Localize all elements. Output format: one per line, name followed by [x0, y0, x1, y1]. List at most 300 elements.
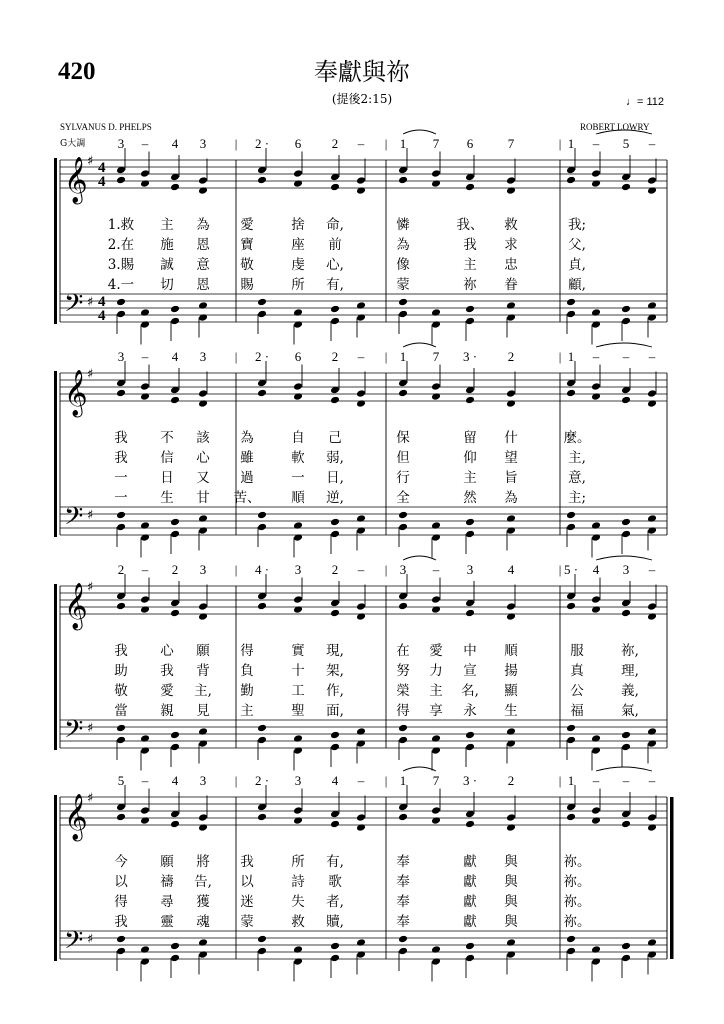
treble-notehead	[116, 176, 126, 185]
lyric-syllable: 該	[196, 430, 210, 446]
bass-notehead	[170, 954, 180, 963]
lyric-syllable: 主,	[194, 683, 212, 699]
treble-notehead	[257, 602, 267, 611]
lyric-syllable: 祢	[463, 277, 477, 293]
bass-notehead	[465, 530, 475, 539]
treble-notehead	[198, 823, 208, 832]
lyric-syllable: 我	[463, 237, 477, 253]
lyric-syllable: 有,	[326, 277, 344, 293]
lyric-syllable: 恩	[196, 277, 210, 293]
lyric-syllable: 貞,	[568, 257, 586, 273]
bass-notehead	[398, 310, 408, 319]
bass-notehead	[647, 301, 657, 310]
treble-notehead	[330, 396, 340, 405]
bass-notehead	[465, 743, 475, 752]
time-signature-digit: 4	[98, 294, 106, 310]
bass-notehead	[398, 736, 408, 745]
bass-notehead	[257, 523, 267, 532]
slur	[596, 556, 652, 560]
sharp-icon: ♯	[87, 295, 94, 310]
treble-notehead	[356, 602, 366, 611]
numbered-bar-line: |	[384, 349, 388, 364]
numbered-bar-line: |	[234, 773, 238, 788]
lyric-syllable: 所	[291, 277, 305, 293]
lyric-syllable: 保	[396, 430, 410, 446]
treble-notehead	[257, 176, 267, 185]
lyric-syllable: 與	[504, 914, 518, 930]
lyric-syllable: 但	[396, 450, 410, 466]
bass-notehead	[257, 935, 267, 944]
numbered-note: 6	[466, 136, 474, 151]
treble-notehead	[140, 179, 150, 188]
tempo-marking: ♩= 112	[626, 96, 665, 108]
lyric-syllable: 虔	[291, 257, 305, 273]
lyric-syllable: 日	[160, 470, 174, 486]
lyric-syllable: 順	[291, 490, 305, 506]
lyric-syllable: 雖	[240, 450, 254, 466]
bass-notehead	[198, 739, 208, 748]
bass-notehead	[116, 310, 126, 319]
lyric-syllable: 像	[396, 257, 410, 273]
treble-notehead	[293, 382, 303, 391]
lyric-syllable: 者,	[326, 894, 344, 910]
numbered-note: 2	[507, 773, 515, 788]
numbered-note: 3	[117, 136, 125, 151]
lyric-syllable: 我;	[567, 217, 587, 233]
treble-notehead	[198, 186, 208, 195]
treble-notehead	[293, 595, 303, 604]
lyric-syllable: 愛	[160, 683, 174, 699]
numbered-bar-line: |	[384, 773, 388, 788]
lyric-syllable: 祢。	[563, 894, 591, 910]
bass-notehead	[465, 305, 475, 314]
bass-notehead	[293, 734, 303, 743]
scripture-reference: (提後2:15)	[331, 92, 393, 106]
time-signature-digit: 4	[98, 174, 106, 190]
treble-notehead	[356, 176, 366, 185]
treble-notehead	[621, 609, 631, 618]
bass-notehead	[140, 308, 150, 317]
treble-notehead	[431, 806, 441, 815]
bass-notehead	[170, 743, 180, 752]
bass-notehead	[330, 518, 340, 527]
lyric-syllable: 又	[196, 470, 210, 486]
numbered-note: 2	[117, 562, 125, 577]
numbered-note: 6	[294, 349, 302, 364]
bass-notehead	[431, 320, 441, 329]
lyric-syllable: 意,	[568, 470, 586, 486]
treble-notehead	[330, 609, 340, 618]
treble-notehead	[431, 392, 441, 401]
treble-notehead	[398, 176, 408, 185]
treble-notehead	[465, 609, 475, 618]
lyric-syllable: 奉	[396, 854, 410, 870]
lyric-syllable: 獻	[463, 854, 477, 870]
lyric-syllable: 享	[429, 703, 443, 719]
lyric-syllable: 聖	[291, 703, 305, 719]
bass-notehead	[465, 954, 475, 963]
bass-notehead	[465, 317, 475, 326]
numbered-note: 2 ·	[254, 773, 270, 788]
bass-clef-icon: 𝄢	[64, 289, 84, 324]
bass-clef-icon: 𝄢	[64, 715, 84, 750]
lyric-syllable: 敬	[114, 683, 128, 699]
numbered-note: 4	[592, 562, 600, 577]
lyric-syllable: 得	[240, 643, 254, 659]
bass-notehead	[170, 942, 180, 951]
treble-notehead	[647, 823, 657, 832]
lyric-syllable: 告,	[194, 874, 212, 890]
lyric-syllable: 心	[160, 643, 174, 659]
lyric-syllable: 仰	[463, 450, 477, 466]
bass-notehead	[330, 305, 340, 314]
bass-notehead	[465, 731, 475, 740]
treble-notehead	[566, 176, 576, 185]
treble-notehead	[140, 806, 150, 815]
numbered-note: –	[592, 773, 600, 788]
bass-notehead	[293, 746, 303, 755]
bass-notehead	[356, 514, 366, 523]
lyric-syllable: 負	[240, 663, 254, 679]
lyric-syllable: 順	[504, 643, 518, 659]
lyric-syllable: 榮	[396, 683, 410, 699]
bass-notehead	[198, 938, 208, 947]
treble-notehead	[566, 813, 576, 822]
bass-notehead	[647, 313, 657, 322]
final-bar-line	[670, 797, 674, 959]
bass-notehead	[293, 945, 303, 954]
treble-notehead	[647, 612, 657, 621]
bass-notehead	[566, 523, 576, 532]
lyric-syllable: 奉	[396, 894, 410, 910]
bass-notehead	[431, 533, 441, 542]
lyric-syllable: 4.一	[107, 277, 135, 293]
bass-notehead	[330, 743, 340, 752]
bass-notehead	[506, 938, 516, 947]
treble-notehead	[398, 389, 408, 398]
lyric-syllable: 主	[463, 470, 477, 486]
treble-notehead	[647, 186, 657, 195]
treble-notehead	[506, 186, 516, 195]
lyric-syllable: 信	[160, 450, 174, 466]
lyric-syllable: 留	[463, 430, 477, 446]
treble-notehead	[356, 612, 366, 621]
treble-notehead	[170, 820, 180, 829]
treble-notehead	[591, 382, 601, 391]
lyric-syllable: 勤	[240, 683, 254, 699]
numbered-note: –	[141, 562, 149, 577]
treble-notehead	[591, 806, 601, 815]
lyric-syllable: 獻	[463, 874, 477, 890]
slur	[403, 343, 436, 347]
bass-clef-icon: 𝄢	[64, 926, 84, 961]
bass-notehead	[356, 938, 366, 947]
lyric-syllable: 行	[396, 470, 410, 486]
lyric-syllable: 忠	[504, 257, 518, 273]
numbered-note: 3	[294, 773, 302, 788]
treble-notehead	[116, 813, 126, 822]
lyric-syllable: 揚	[504, 663, 518, 679]
lyric-syllable: 見	[196, 703, 210, 719]
lyric-syllable: 不	[160, 430, 174, 446]
time-signature-digit: 4	[98, 308, 106, 324]
numbered-note: 7	[432, 773, 440, 788]
treble-notehead	[566, 389, 576, 398]
treble-notehead	[198, 389, 208, 398]
bass-notehead	[140, 521, 150, 530]
lyric-syllable: 與	[504, 874, 518, 890]
bass-notehead	[170, 518, 180, 527]
lyric-syllable: 主	[240, 703, 254, 719]
lyric-syllable: 麼。	[563, 430, 591, 446]
numbered-note: 5	[622, 136, 630, 151]
treble-notehead	[647, 602, 657, 611]
lyric-syllable: 蒙	[396, 277, 410, 293]
bass-notehead	[116, 724, 126, 733]
bass-notehead	[506, 514, 516, 523]
lyric-syllable: 詩	[291, 874, 305, 890]
lyric-syllable: 救	[291, 914, 305, 930]
lyric-syllable: 我、	[456, 217, 484, 233]
bass-notehead	[566, 310, 576, 319]
bass-notehead	[465, 518, 475, 527]
bass-notehead	[506, 950, 516, 959]
lyric-syllable: 名,	[461, 683, 479, 699]
numbered-note: –	[592, 349, 600, 364]
lyric-syllable: 主	[160, 217, 174, 233]
numbered-note: –	[432, 562, 440, 577]
lyric-syllable: 公	[570, 683, 584, 699]
treble-notehead	[506, 813, 516, 822]
treble-clef-icon: 𝄞	[64, 157, 88, 203]
lyric-syllable: 魂	[196, 914, 210, 930]
treble-notehead	[293, 806, 303, 815]
sharp-icon: ♯	[87, 154, 94, 169]
lyric-syllable: 理,	[621, 663, 639, 679]
treble-notehead	[356, 813, 366, 822]
lyric-syllable: 我	[114, 914, 128, 930]
bass-notehead	[591, 308, 601, 317]
treble-notehead	[116, 602, 126, 611]
lyric-syllable: 1.救	[107, 217, 135, 233]
bass-notehead	[566, 724, 576, 733]
lyric-syllable: 為	[196, 217, 210, 233]
sharp-icon: ♯	[87, 508, 94, 523]
bass-notehead	[330, 942, 340, 951]
numbered-note: 1	[399, 773, 407, 788]
treble-notehead	[140, 605, 150, 614]
treble-notehead	[293, 392, 303, 401]
treble-notehead	[330, 820, 340, 829]
bass-notehead	[506, 739, 516, 748]
treble-notehead	[293, 169, 303, 178]
lyric-syllable: 親	[160, 703, 174, 719]
system-bracket	[54, 584, 57, 750]
bass-notehead	[398, 935, 408, 944]
lyric-syllable: 祢。	[563, 914, 591, 930]
lyric-syllable: 敬	[240, 257, 254, 273]
numbered-note: 7	[507, 136, 515, 151]
bass-notehead	[506, 313, 516, 322]
lyric-syllable: 誠	[160, 257, 174, 273]
bass-notehead	[591, 521, 601, 530]
lyric-syllable: 宣	[463, 663, 477, 679]
lyric-syllable: 力	[429, 663, 443, 679]
bass-notehead	[566, 298, 576, 307]
system-2	[54, 343, 667, 558]
lyric-syllable: 眷	[504, 277, 518, 293]
numbered-bar-line: |	[558, 562, 562, 577]
lyric-syllable: 主	[429, 683, 443, 699]
lyric-syllable: 顯	[504, 683, 518, 699]
lyric-syllable: 父,	[568, 237, 586, 253]
lyric-syllable: 努	[396, 663, 410, 679]
treble-notehead	[293, 179, 303, 188]
bass-notehead	[398, 511, 408, 520]
treble-notehead	[198, 176, 208, 185]
bass-notehead	[621, 530, 631, 539]
sharp-icon: ♯	[87, 932, 94, 947]
bass-notehead	[116, 736, 126, 745]
numbered-note: 2 ·	[254, 136, 270, 151]
bass-notehead	[431, 308, 441, 317]
treble-notehead	[647, 399, 657, 408]
lyric-syllable: 在	[396, 643, 410, 659]
treble-notehead	[330, 183, 340, 192]
bass-clef-icon: 𝄢	[64, 502, 84, 537]
bass-notehead	[140, 945, 150, 954]
lyric-syllable: 心,	[326, 257, 344, 273]
lyric-syllable: 禱	[160, 874, 174, 890]
treble-clef-icon: 𝄞	[64, 370, 88, 416]
bass-notehead	[506, 301, 516, 310]
numbered-note: 4	[331, 773, 339, 788]
treble-notehead	[465, 396, 475, 405]
bass-notehead	[356, 739, 366, 748]
bass-notehead	[293, 521, 303, 530]
treble-notehead	[170, 396, 180, 405]
bass-notehead	[621, 954, 631, 963]
treble-notehead	[140, 382, 150, 391]
lyric-syllable: 座	[291, 237, 305, 253]
numbered-bar-line: |	[558, 349, 562, 364]
bass-notehead	[198, 950, 208, 959]
lyric-syllable: 甘	[196, 490, 210, 506]
bass-notehead	[431, 734, 441, 743]
numbered-note: –	[357, 562, 365, 577]
sharp-icon: ♯	[87, 367, 94, 382]
numbered-note: 2	[331, 136, 339, 151]
bass-notehead	[356, 727, 366, 736]
treble-notehead	[198, 602, 208, 611]
treble-notehead	[431, 816, 441, 825]
bass-notehead	[330, 731, 340, 740]
bass-notehead	[116, 935, 126, 944]
lyric-syllable: 為	[240, 430, 254, 446]
lyric-syllable: 服	[570, 643, 584, 659]
bass-notehead	[591, 957, 601, 966]
lyric-syllable: 我	[240, 854, 254, 870]
lyric-syllable: 獻	[463, 894, 477, 910]
lyric-syllable: 助	[114, 663, 128, 679]
treble-notehead	[140, 595, 150, 604]
bass-notehead	[198, 727, 208, 736]
bass-notehead	[647, 526, 657, 535]
numbered-note: –	[648, 349, 656, 364]
treble-notehead	[356, 823, 366, 832]
bass-notehead	[356, 526, 366, 535]
lyric-syllable: 然	[463, 490, 477, 506]
lyric-syllable: 祢。	[563, 854, 591, 870]
lyric-syllable: 有,	[326, 854, 344, 870]
numbered-note: 7	[432, 349, 440, 364]
numbered-note: –	[141, 136, 149, 151]
numbered-bar-line: |	[234, 136, 238, 151]
treble-notehead	[356, 186, 366, 195]
treble-notehead	[591, 169, 601, 178]
numbered-note: 1	[399, 349, 407, 364]
treble-notehead	[140, 392, 150, 401]
bass-notehead	[330, 530, 340, 539]
numbered-note: 4	[171, 349, 179, 364]
treble-notehead	[647, 389, 657, 398]
lyric-syllable: 當	[114, 703, 128, 719]
treble-notehead	[621, 396, 631, 405]
lyric-syllable: 日,	[326, 470, 344, 486]
lyric-syllable: 苦、	[233, 490, 261, 506]
treble-notehead	[506, 823, 516, 832]
bass-notehead	[356, 950, 366, 959]
numbered-note: 7	[432, 136, 440, 151]
lyric-syllable: 獻	[463, 914, 477, 930]
lyric-syllable: 一	[114, 470, 128, 486]
numbered-note: 1	[567, 773, 575, 788]
numbered-bar-line: |	[558, 773, 562, 788]
treble-notehead	[170, 183, 180, 192]
treble-notehead	[506, 389, 516, 398]
lyric-syllable: 十	[291, 663, 305, 679]
treble-notehead	[198, 612, 208, 621]
bass-notehead	[506, 526, 516, 535]
numbered-note: –	[648, 136, 656, 151]
bass-notehead	[198, 514, 208, 523]
lyric-syllable: 我	[114, 450, 128, 466]
numbered-bar-line: |	[384, 562, 388, 577]
bass-notehead	[647, 938, 657, 947]
bass-notehead	[566, 511, 576, 520]
lyric-syllable: 為	[504, 490, 518, 506]
bass-notehead	[170, 305, 180, 314]
bass-notehead	[330, 317, 340, 326]
lyric-syllable: 弱,	[326, 450, 344, 466]
bass-notehead	[621, 305, 631, 314]
slur	[596, 343, 652, 347]
composer-credit: ROBERT LOWRY	[580, 122, 650, 132]
lyric-syllable: 主;	[567, 490, 587, 506]
numbered-note: –	[592, 136, 600, 151]
key-signature-label: G大調	[60, 139, 86, 149]
bass-notehead	[140, 957, 150, 966]
lyric-syllable: 永	[463, 703, 477, 719]
bass-notehead	[621, 743, 631, 752]
treble-notehead	[140, 816, 150, 825]
lyric-syllable: 氣,	[621, 703, 639, 719]
system-bracket	[54, 795, 57, 961]
bass-notehead	[198, 526, 208, 535]
bass-notehead	[257, 511, 267, 520]
lyric-syllable: 中	[463, 643, 477, 659]
treble-notehead	[398, 602, 408, 611]
